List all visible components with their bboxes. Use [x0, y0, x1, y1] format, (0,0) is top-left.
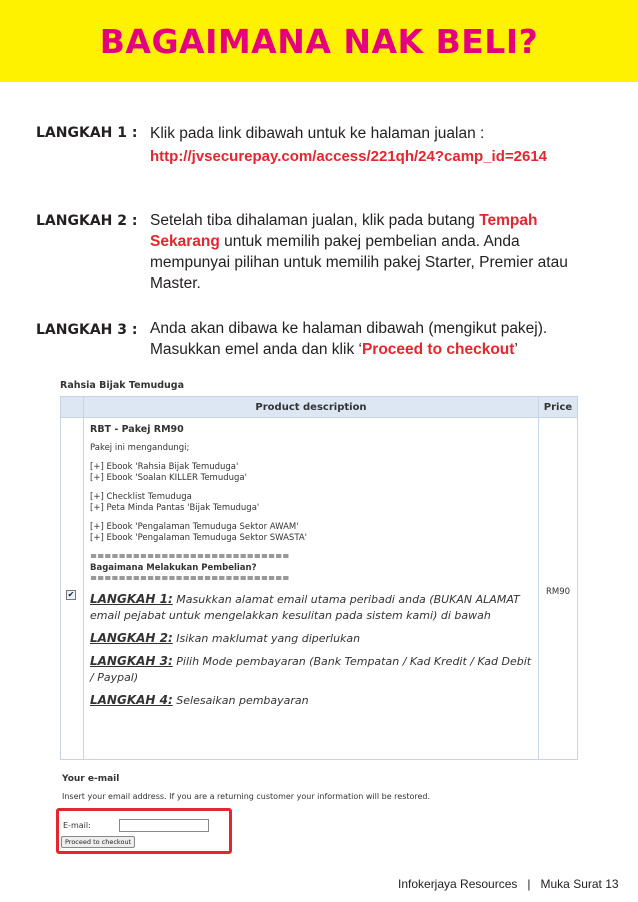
sales-page-link[interactable]: http://jvsecurepay.com/access/221qh/24?camp_id=2614 — [150, 148, 548, 165]
sub-step-2-text: Isikan maklumat yang diperlukan — [172, 632, 361, 645]
sub-step-1-text: Masukkan alamat email utama peribadi anda (BUKAN ALAMAT email pejabat untuk mengelakkan kesulitan pada sistem kami) di bawah — [90, 593, 520, 622]
header-price: Price — [539, 397, 578, 418]
list-item: [+] Ebook 'Pengalaman Temuduga Sektor AWAM' — [90, 522, 299, 532]
sub-step-3-label: LANGKAH 3: — [90, 654, 173, 668]
list-item: [+] Ebook 'Pengalaman Temuduga Sektor SWASTA' — [90, 533, 308, 543]
email-section-title: Your e-mail — [62, 774, 120, 784]
header-product-description: Product description — [84, 397, 539, 418]
step-2-text-a: Setelah tiba dihalaman jualan, klik pada butang — [150, 212, 480, 229]
email-row — [63, 819, 209, 832]
sub-step-3 — [90, 653, 532, 686]
list-item: [+] Checklist Temuduga — [90, 492, 192, 502]
step-1-label: LANGKAH 1 : — [36, 125, 138, 141]
product-table — [60, 396, 578, 760]
sub-step-2-label: LANGKAH 2: — [90, 631, 173, 645]
package-intro: Pakej ini mengandungi; — [90, 443, 190, 453]
header-blank — [61, 397, 84, 418]
table-row — [61, 418, 578, 760]
separator-line: ============================ — [90, 574, 290, 584]
sub-step-3-text: Pilih Mode pembayaran (Bank Tempatan / Kad Kredit / Kad Debit / Paypal) — [90, 655, 532, 684]
purchase-steps — [90, 591, 532, 709]
price-cell — [539, 418, 578, 760]
step-3-text-b: ’ — [514, 341, 518, 358]
list-item: [+] Ebook 'Rahsia Bijak Temuduga' — [90, 462, 239, 472]
step-2-text-b: untuk memilih pakej pembelian anda. Anda mempunyai pilihan untuk memilih pakej Starter, Premier atau Master. — [150, 233, 568, 292]
proceed-to-checkout-button[interactable]: Proceed to checkout — [61, 836, 135, 848]
list-item: [+] Peta Minda Pantas 'Bijak Temuduga' — [90, 503, 260, 513]
email-label: E-mail: — [63, 821, 91, 830]
step-3-text-a: Anda akan dibawa ke halaman dibawah (mengikut pakej). Masukkan emel anda dan klik ‘ — [150, 320, 548, 358]
sub-step-1 — [90, 591, 532, 624]
step-3-label: LANGKAH 3 : — [36, 322, 138, 338]
sub-step-1-label: LANGKAH 1: — [90, 592, 173, 606]
price-value: RM90 — [545, 587, 571, 597]
checkout-screenshot — [60, 380, 580, 760]
sub-step-4-label: LANGKAH 4: — [90, 693, 173, 707]
email-section — [62, 774, 582, 846]
separator-line: ============================ — [90, 552, 290, 562]
sub-step-2 — [90, 630, 532, 647]
step-1-text — [150, 123, 600, 167]
sub-step-4-text: Selesaikan pembayaran — [172, 694, 309, 707]
step-1-instruction: Klik pada link dibawah untuk ke halaman jualan : — [150, 125, 485, 142]
description-cell — [84, 418, 539, 760]
checkbox-cell — [61, 418, 84, 760]
list-item: [+] Ebook 'Soalan KILLER Temuduga' — [90, 473, 247, 483]
package-name: RBT - Pakej RM90 — [90, 424, 184, 435]
page-header — [0, 0, 638, 82]
package-checkbox[interactable]: ✔ — [67, 590, 75, 599]
page-title: BAGAIMANA NAK BELI? — [99, 21, 539, 61]
email-field[interactable] — [119, 819, 209, 832]
step-2-highlight: Tempah Sekarang — [150, 212, 538, 250]
step-3-text — [150, 318, 590, 360]
page-footer: Infokerjaya Resources | Muka Surat 13 — [398, 877, 619, 891]
step-3-highlight: Proceed to checkout — [361, 341, 515, 358]
email-hint: Insert your email address. If you are a returning customer your information will be restored. — [62, 792, 431, 801]
product-title: Rahsia Bijak Temuduga — [60, 380, 185, 391]
sub-step-4 — [90, 692, 532, 709]
email-highlight-box — [56, 808, 232, 854]
how-to-buy-title: Bagaimana Melakukan Pembelian? — [90, 563, 257, 573]
table-header-row — [61, 397, 578, 418]
step-2-text — [150, 210, 600, 294]
step-2-label: LANGKAH 2 : — [36, 213, 138, 229]
